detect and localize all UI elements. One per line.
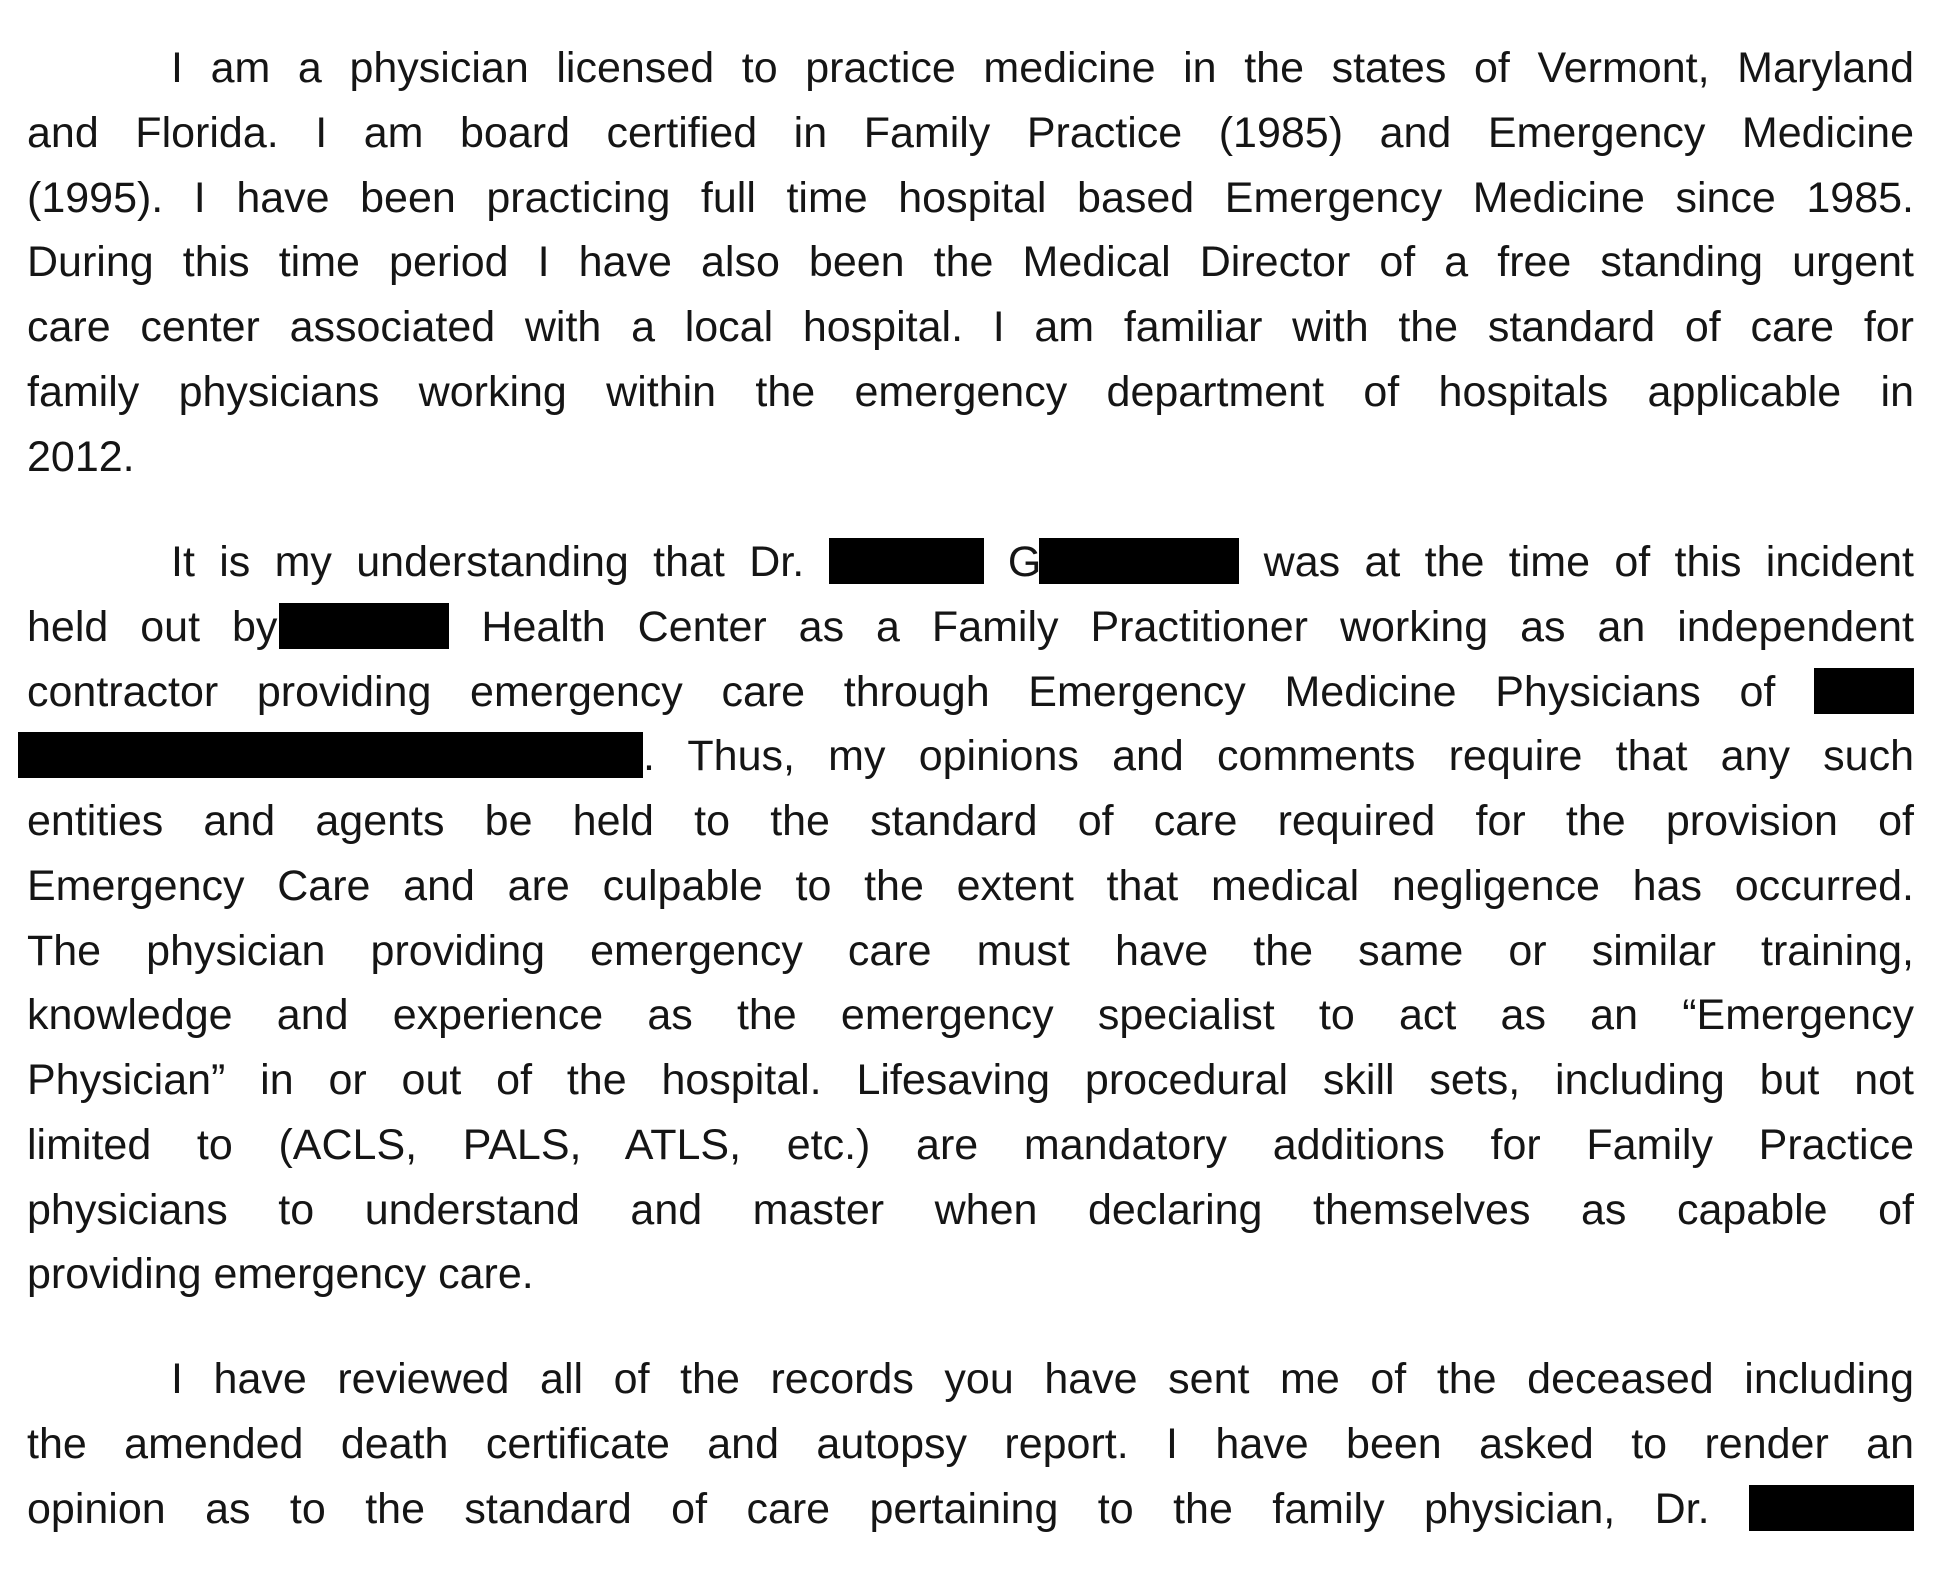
paragraph-3-line-2: the amended death certificate and autopsy report. I have been asked to render an bbox=[27, 1420, 1914, 1468]
paragraph-2-line-7: The physician providing emergency care must have the same or similar training, bbox=[27, 927, 1914, 975]
paragraph-2-line-4 bbox=[18, 724, 1914, 789]
paragraph-2-line-3-text: contractor providing emergency care through Emergency Medicine Physicians of bbox=[27, 668, 1776, 716]
paragraph-2-line-6: Emergency Care and are culpable to the extent that medical negligence has occurred. bbox=[27, 862, 1914, 910]
redaction-bar bbox=[1039, 538, 1239, 584]
redaction-bar bbox=[1814, 668, 1914, 714]
redaction-bar bbox=[1749, 1485, 1914, 1531]
paragraph-2-line-5: entities and agents be held to the standard of care required for the provision of bbox=[27, 797, 1914, 845]
paragraph-3-line-1: I have reviewed all of the records you have sent me of the deceased including bbox=[171, 1355, 1914, 1403]
paragraph-1-line-4: During this time period I have also been the Medical Director of a free standing urgent bbox=[27, 238, 1914, 286]
paragraph-2-line-3 bbox=[27, 660, 1914, 725]
paragraph-1-line-3: (1995). I have been practicing full time hospital based Emergency Medicine since 1985. bbox=[27, 174, 1914, 222]
paragraph-2-line-4-end: . Thus, my opinions and comments require that any such bbox=[643, 732, 1914, 780]
paragraph-1-line-1: I am a physician licensed to practice medicine in the states of Vermont, Maryland bbox=[171, 44, 1914, 92]
paragraph-1-line-7: 2012. bbox=[27, 433, 135, 481]
paragraph-2-line-12: providing emergency care. bbox=[27, 1250, 534, 1298]
redaction-bar bbox=[829, 538, 984, 584]
paragraph-3-line-3 bbox=[27, 1477, 1914, 1542]
redaction-bar bbox=[279, 603, 449, 649]
paragraph-1-line-5: care center associated with a local hospital. I am familiar with the standard of care for bbox=[27, 303, 1914, 351]
paragraph-2-line-9: Physician” in or out of the hospital. Lifesaving procedural skill sets, including but not bbox=[27, 1056, 1914, 1104]
paragraph-2-line-11: physicians to understand and master when declaring themselves as capable of bbox=[27, 1186, 1914, 1234]
paragraph-2-line-1-initial: G bbox=[1007, 538, 1040, 586]
paragraph-2-line-2-start: held out by bbox=[27, 603, 278, 651]
paragraph-2-line-2-end: Health Center as a Family Practitioner working as an independent bbox=[481, 603, 1914, 651]
paragraph-1-line-2: and Florida. I am board certified in Family Practice (1985) and Emergency Medicine bbox=[27, 109, 1914, 157]
paragraph-3-line-3-text: opinion as to the standard of care pertaining to the family physician, Dr. bbox=[27, 1485, 1710, 1533]
paragraph-2-line-10: limited to (ACLS, PALS, ATLS, etc.) are mandatory additions for Family Practice bbox=[27, 1121, 1914, 1169]
paragraph-2-line-1-start: It is my understanding that Dr. bbox=[171, 538, 805, 586]
paragraph-1-line-6: family physicians working within the emergency department of hospitals applicable in bbox=[27, 368, 1914, 416]
paragraph-2-line-1 bbox=[171, 530, 1914, 595]
redaction-bar bbox=[18, 732, 643, 778]
paragraph-2-line-8: knowledge and experience as the emergency specialist to act as an “Emergency bbox=[27, 991, 1914, 1039]
paragraph-2-line-2 bbox=[27, 595, 1914, 660]
paragraph-2-line-1-end: was at the time of this incident bbox=[1263, 538, 1914, 586]
